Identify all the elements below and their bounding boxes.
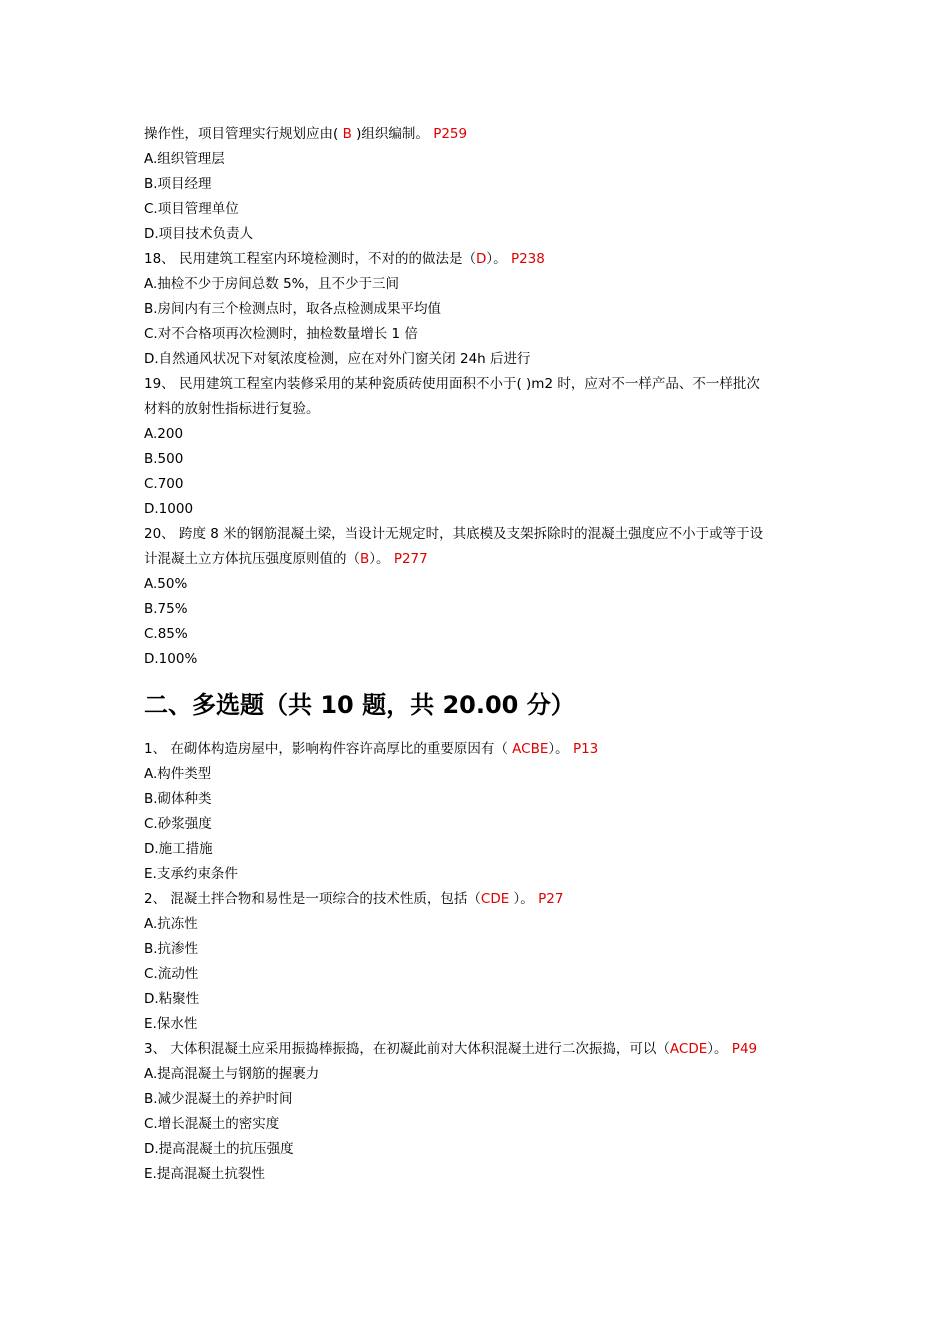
line-text: D.100% — [144, 651, 198, 667]
line-text: C.流动性 — [144, 966, 199, 982]
line-text: B.75% — [144, 601, 188, 617]
text-line — [144, 1012, 814, 1037]
line-text: 操作性，项目管理实行规划应由( — [144, 126, 343, 142]
line-text: ）。 — [486, 251, 511, 267]
text-line — [144, 1037, 814, 1062]
line-text: 2、 混凝土拌合物和易性是一项综合的技术性质，包括（ — [144, 891, 481, 907]
text-line — [144, 787, 814, 812]
line-text: A.抽检不少于房间总数 5%，且不少于三间 — [144, 276, 399, 292]
text-line — [144, 1162, 814, 1187]
line-text: C.对不合格项再次检测时，抽检数量增长 1 倍 — [144, 326, 418, 342]
text-line — [144, 197, 814, 222]
answer-highlight: B — [360, 551, 370, 567]
line-text: C.砂浆强度 — [144, 816, 212, 832]
line-text: 3、 大体积混凝土应采用振捣棒振捣，在初凝此前对大体积混凝土进行二次振捣，可以（ — [144, 1041, 670, 1057]
line-text: C.项目管理单位 — [144, 201, 239, 217]
answer-highlight: ACDE — [669, 1041, 708, 1057]
text-line — [144, 447, 814, 472]
answer-highlight: P277 — [393, 551, 428, 567]
text-line — [144, 497, 814, 522]
text-line — [144, 222, 814, 247]
answer-highlight: B — [342, 126, 352, 142]
line-text: D.提高混凝土的抗压强度 — [144, 1141, 294, 1157]
line-text: A.构件类型 — [144, 766, 212, 782]
line-text: ）。 — [548, 741, 573, 757]
text-line — [144, 737, 814, 762]
line-text: A.200 — [144, 426, 184, 442]
text-line — [144, 122, 814, 147]
line-text: D.施工措施 — [144, 841, 213, 857]
text-line — [144, 347, 814, 372]
text-line — [144, 272, 814, 297]
text-line — [144, 372, 814, 397]
line-text: 19、 民用建筑工程室内装修采用的某种瓷质砖使用面积不小于( )m2 时，应对不一样产品、不一样批次 — [144, 376, 760, 392]
text-line — [144, 547, 814, 572]
text-line — [144, 172, 814, 197]
line-text: D.1000 — [144, 501, 194, 517]
text-line — [144, 1087, 814, 1112]
text-line — [144, 397, 814, 422]
line-text: C.85% — [144, 626, 188, 642]
text-line — [144, 1112, 814, 1137]
line-text: A.组织管理层 — [144, 151, 225, 167]
text-line — [144, 422, 814, 447]
answer-highlight: P238 — [510, 251, 545, 267]
text-line — [144, 1062, 814, 1087]
line-text: 计混凝土立方体抗压强度原则值的（ — [144, 551, 360, 567]
line-text: B.抗渗性 — [144, 941, 199, 957]
text-line — [144, 247, 814, 272]
text-line — [144, 472, 814, 497]
text-line — [144, 937, 814, 962]
line-text: D.项目技术负责人 — [144, 226, 254, 242]
text-line — [144, 322, 814, 347]
section-heading: 二、多选题（共 10 题，共 20.00 分） — [144, 691, 575, 719]
text-line — [144, 962, 814, 987]
document-page — [144, 122, 814, 1187]
line-text: ）。 — [707, 1041, 732, 1057]
line-text: A.50% — [144, 576, 188, 592]
line-text: B.房间内有三个检测点时，取各点检测成果平均值 — [144, 301, 442, 317]
line-text: 20、 跨度 8 米的钢筋混凝土梁，当设计无规定时，其底模及支架拆除时的混凝土强度应不小于或等于设 — [144, 526, 764, 542]
line-text: 18、 民用建筑工程室内环境检测时，不对的的做法是（ — [144, 251, 476, 267]
answer-highlight: CDE — [480, 891, 510, 907]
answer-highlight: ACBE — [512, 741, 549, 757]
text-line — [144, 522, 814, 547]
text-line — [144, 297, 814, 322]
text-line — [144, 887, 814, 912]
line-text: C.增长混凝土的密实度 — [144, 1116, 280, 1132]
line-text: 材料的放射性指标进行复验。 — [144, 401, 320, 417]
line-text: E.提高混凝土抗裂性 — [144, 1166, 265, 1182]
line-text: E.保水性 — [144, 1016, 198, 1032]
text-line — [144, 987, 814, 1012]
answer-highlight: P27 — [538, 891, 564, 907]
text-line — [144, 647, 814, 672]
text-line — [144, 597, 814, 622]
text-line — [144, 622, 814, 647]
line-text: 1、 在砌体构造房屋中，影响构件容许高厚比的重要原因有（ — [144, 741, 513, 757]
line-text: D.粘聚性 — [144, 991, 200, 1007]
line-text: B.砌体种类 — [144, 791, 212, 807]
answer-highlight: P13 — [572, 741, 599, 757]
multiple-choice-questions — [144, 737, 814, 1187]
answer-highlight: D — [475, 251, 487, 267]
text-line — [144, 912, 814, 937]
text-line — [144, 862, 814, 887]
single-choice-questions — [144, 122, 814, 672]
line-text: C.700 — [144, 476, 184, 492]
line-text: B.项目经理 — [144, 176, 212, 192]
line-text: A.抗冻性 — [144, 916, 198, 932]
line-text: )组织编制。 — [351, 126, 434, 142]
answer-highlight: P259 — [433, 126, 468, 142]
line-text: A.提高混凝土与钢筋的握裹力 — [144, 1066, 320, 1082]
text-line — [144, 812, 814, 837]
line-text: E.支承约束条件 — [144, 866, 238, 882]
line-text: ）。 — [369, 551, 394, 567]
line-text: D.自然通风状况下对氡浓度检测，应在对外门窗关闭 24h 后进行 — [144, 351, 531, 367]
line-text: ）。 — [509, 891, 539, 907]
text-line — [144, 1137, 814, 1162]
text-line — [144, 147, 814, 172]
line-text: B.500 — [144, 451, 184, 467]
text-line — [144, 837, 814, 862]
text-line — [144, 762, 814, 787]
answer-highlight: P49 — [731, 1041, 758, 1057]
text-line — [144, 572, 814, 597]
line-text: B.减少混凝土的养护时间 — [144, 1091, 293, 1107]
